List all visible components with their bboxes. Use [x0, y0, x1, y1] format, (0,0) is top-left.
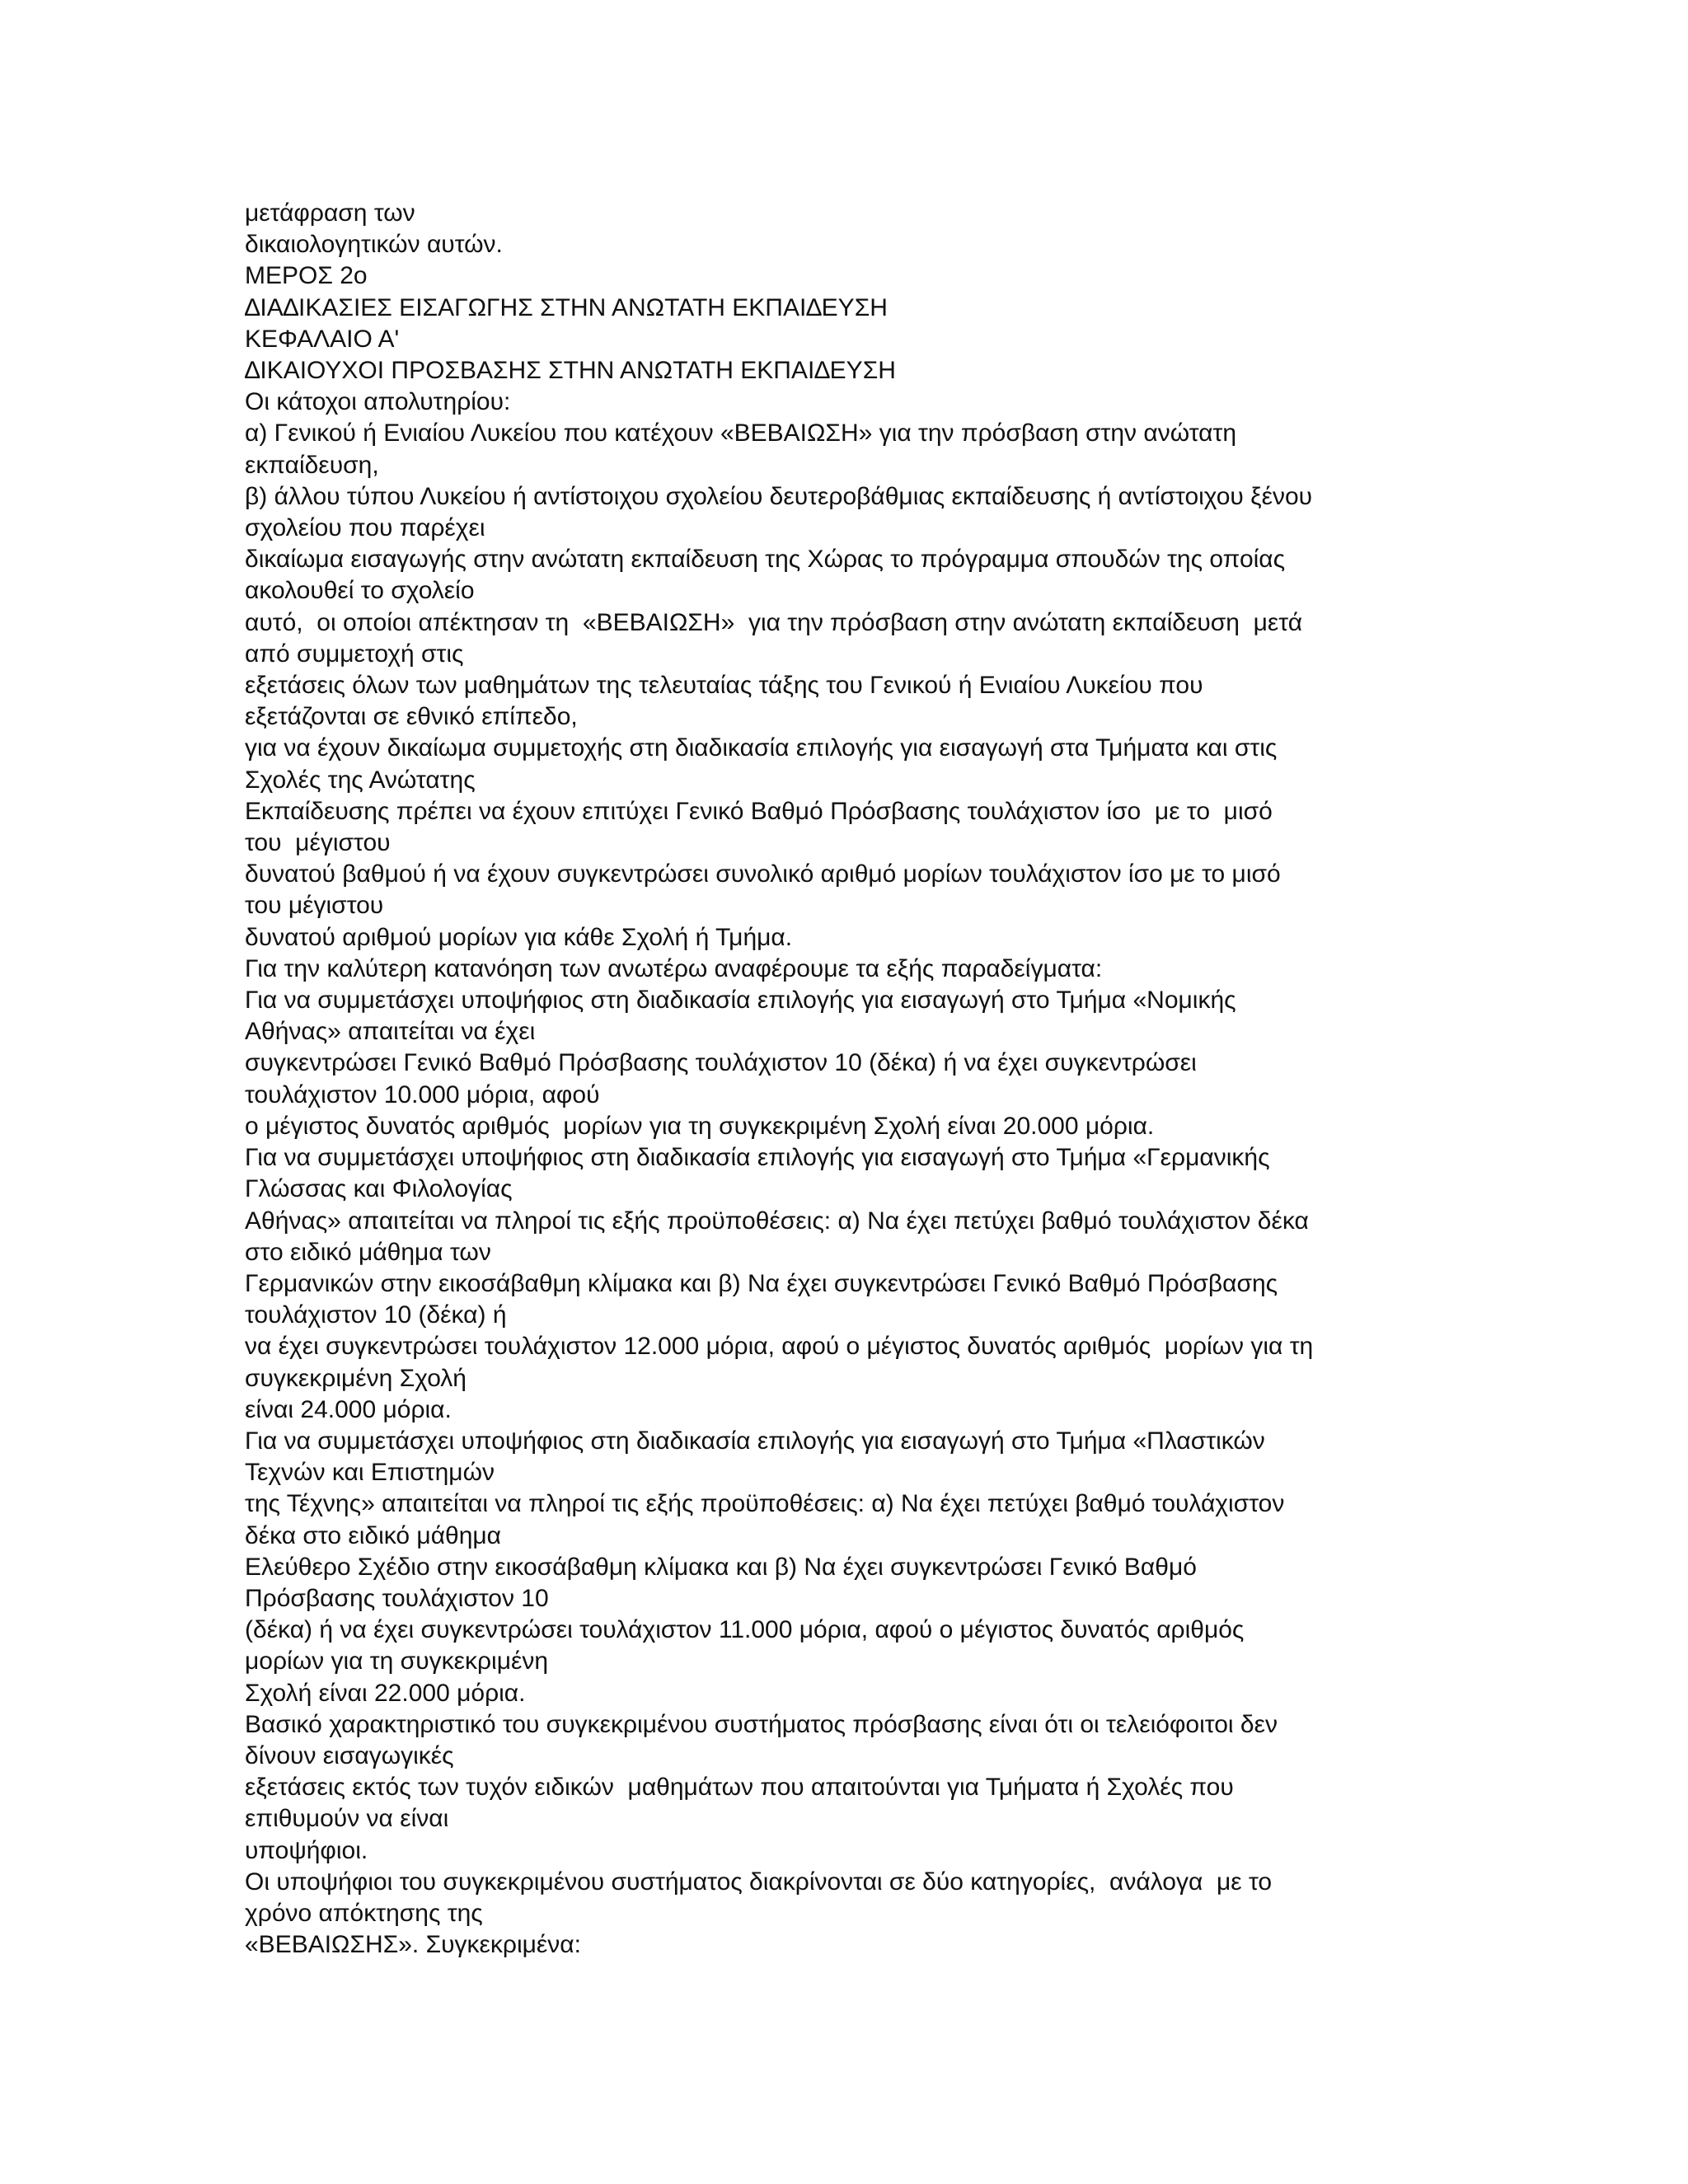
text-line: μετάφραση των	[245, 199, 415, 227]
text-line: χρόνο απόκτησης της	[245, 1899, 483, 1927]
text-line: είναι 24.000 μόρια.	[245, 1395, 452, 1423]
text-line: τουλάχιστον 10 (δέκα) ή	[245, 1301, 507, 1329]
text-line: να έχει συγκεντρώσει τουλάχιστον 12.000 μόρια, αφού ο μέγιστος δυνατός αριθμός μορίων για τη	[245, 1333, 1314, 1361]
text-line: Γλώσσας και Φιλολογίας	[245, 1175, 513, 1203]
text-line: για να έχουν δικαίωμα συμμετοχής στη διαδικασία επιλογής για εισαγωγή στα Τμήματα και στις	[245, 734, 1278, 762]
text-line: (δέκα) ή να έχει συγκεντρώσει τουλάχιστον 11.000 μόρια, αφού ο μέγιστος δυνατός αριθμός	[245, 1616, 1245, 1644]
text-line: στο ειδικό μάθημα των	[245, 1238, 491, 1266]
text-line: Πρόσβασης τουλάχιστον 10	[245, 1584, 549, 1612]
text-line: ∆ΙΑ∆ΙΚΑΣΙΕΣ ΕΙΣΑΓΩΓΗΣ ΣΤΗΝ ΑΝΩΤΑΤΗ ΕΚΠΑΙ∆ΕΥΣΗ	[245, 293, 888, 321]
text-line: Για να συμμετάσχει υποψήφιος στη διαδικασία επιλογής για εισαγωγή στο Τμήμα «Πλαστικών	[245, 1427, 1265, 1455]
text-line: συγκεκριμένη Σχολή	[245, 1364, 467, 1392]
text-line: ο μέγιστος δυνατός αριθμός μορίων για τη συγκεκριμένη Σχολή είναι 20.000 μόρια.	[245, 1112, 1155, 1140]
text-line: δικαιολογητικών αυτών.	[245, 231, 503, 259]
text-line: Εκπαίδευσης πρέπει να έχουν επιτύχει Γενικό Βαθμό Πρόσβασης τουλάχιστον ίσο με το μισό	[245, 797, 1273, 825]
text-line: ΚΕΦΑΛΑΙΟ Α'	[245, 325, 400, 353]
text-line: από συμμετοχή στις	[245, 640, 464, 668]
text-line: του μέγιστου	[245, 892, 384, 920]
text-line: α) Γενικού ή Ενιαίου Λυκείου που κατέχουν «ΒΕΒΑΙΩΣΗ» για την πρόσβαση στην ανώτατη	[245, 419, 1237, 448]
text-line: ΜΕΡΟΣ 2ο	[245, 262, 368, 290]
text-line: «ΒΕΒΑΙΩΣΗΣ». Συγκεκριμένα:	[245, 1931, 581, 1959]
text-line: εξετάζονται σε εθνικό επίπεδο,	[245, 703, 578, 731]
text-line: Για την καλύτερη κατανόηση των ανωτέρω αναφέρουμε τα εξής παραδείγματα:	[245, 954, 1103, 982]
text-line: υποψήφιοι.	[245, 1836, 368, 1864]
text-line: Τεχνών και Επιστημών	[245, 1459, 495, 1487]
text-line: εξετάσεις εκτός των τυχόν ειδικών μαθημάτων που απαιτούνται για Τμήματα ή Σχολές που	[245, 1774, 1234, 1802]
text-line: της Τέχνης» απαιτείται να πληροί τις εξής προϋποθέσεις: α) Να έχει πετύχει βαθμό τουλάχιστον	[245, 1490, 1285, 1518]
text-line: δίνουν εισαγωγικές	[245, 1741, 454, 1769]
text-line: δικαίωμα εισαγωγής στην ανώτατη εκπαίδευση της Χώρας το πρόγραμμα σπουδών της οποίας	[245, 546, 1286, 574]
document-text	[245, 198, 1465, 1961]
text-line: Ελεύθερο Σχέδιο στην εικοσάβαθμη κλίμακα και β) Να έχει συγκεντρώσει Γενικό Βαθμό	[245, 1553, 1197, 1581]
text-line: δυνατού αριθμού μορίων για κάθε Σχολή ή Τμήμα.	[245, 923, 793, 951]
text-line: δυνατού βαθμού ή να έχουν συγκεντρώσει συνολικό αριθμό μορίων τουλάχιστον ίσο με το μισό	[245, 860, 1281, 888]
text-line: Για να συμμετάσχει υποψήφιος στη διαδικασία επιλογής για εισαγωγή στο Τμήμα «Νομικής	[245, 987, 1236, 1015]
text-line: συγκεντρώσει Γενικό Βαθμό Πρόσβασης τουλάχιστον 10 (δέκα) ή να έχει συγκεντρώσει	[245, 1049, 1197, 1077]
text-line: ∆ΙΚΑΙΟΥΧΟΙ ΠΡΟΣΒΑΣΗΣ ΣΤΗΝ ΑΝΩΤΑΤΗ ΕΚΠΑΙ∆ΕΥΣΗ	[245, 357, 896, 385]
text-line: Για να συμμετάσχει υποψήφιος στη διαδικασία επιλογής για εισαγωγή στο Τμήμα «Γερμανικής	[245, 1144, 1270, 1172]
text-line: Οι υποψήφιοι του συγκεκριμένου συστήματος διακρίνονται σε δύο κατηγορίες, ανάλογα με το	[245, 1868, 1273, 1896]
text-line: εκπαίδευση,	[245, 451, 379, 479]
text-line: επιθυμούν να είναι	[245, 1805, 449, 1833]
text-line: τουλάχιστον 10.000 μόρια, αφού	[245, 1080, 600, 1108]
text-line: β) άλλου τύπου Λυκείου ή αντίστοιχου σχολείου δευτεροβάθμιας εκπαίδευσης ή αντίστοιχου ξένου	[245, 482, 1313, 510]
text-line: Γερμανικών στην εικοσάβαθμη κλίμακα και β) Να έχει συγκεντρώσει Γενικό Βαθμό Πρόσβασης	[245, 1269, 1278, 1297]
text-line: Σχολές της Ανώτατης	[245, 766, 476, 794]
text-line: ακολουθεί το σχολείο	[245, 577, 475, 605]
text-line: εξετάσεις όλων των μαθημάτων της τελευταίας τάξης του Γενικού ή Ενιαίου Λυκείου που	[245, 672, 1203, 700]
text-line: δέκα στο ειδικό μάθημα	[245, 1521, 502, 1549]
text-line: αυτό, οι οποίοι απέκτησαν τη «ΒΕΒΑΙΩΣΗ» για την πρόσβαση στην ανώτατη εκπαίδευση μετά	[245, 608, 1303, 636]
text-line: Αθήνας» απαιτείται να πληροί τις εξής προϋποθέσεις: α) Να έχει πετύχει βαθμό τουλάχιστον δέκα	[245, 1207, 1309, 1235]
text-line: μορίων για τη συγκεκριμένη	[245, 1647, 549, 1675]
text-line: Οι κάτοχοι απολυτηρίου:	[245, 388, 511, 416]
text-line: του μέγιστου	[245, 829, 391, 857]
text-line: Βασικό χαρακτηριστικό του συγκεκριμένου συστήματος πρόσβασης είναι ότι οι τελειόφοιτοι δεν	[245, 1710, 1278, 1738]
text-line: Σχολή είναι 22.000 μόρια.	[245, 1679, 526, 1707]
text-line: Αθήνας» απαιτείται να έχει	[245, 1018, 536, 1046]
text-line: σχολείου που παρέχει	[245, 514, 485, 542]
